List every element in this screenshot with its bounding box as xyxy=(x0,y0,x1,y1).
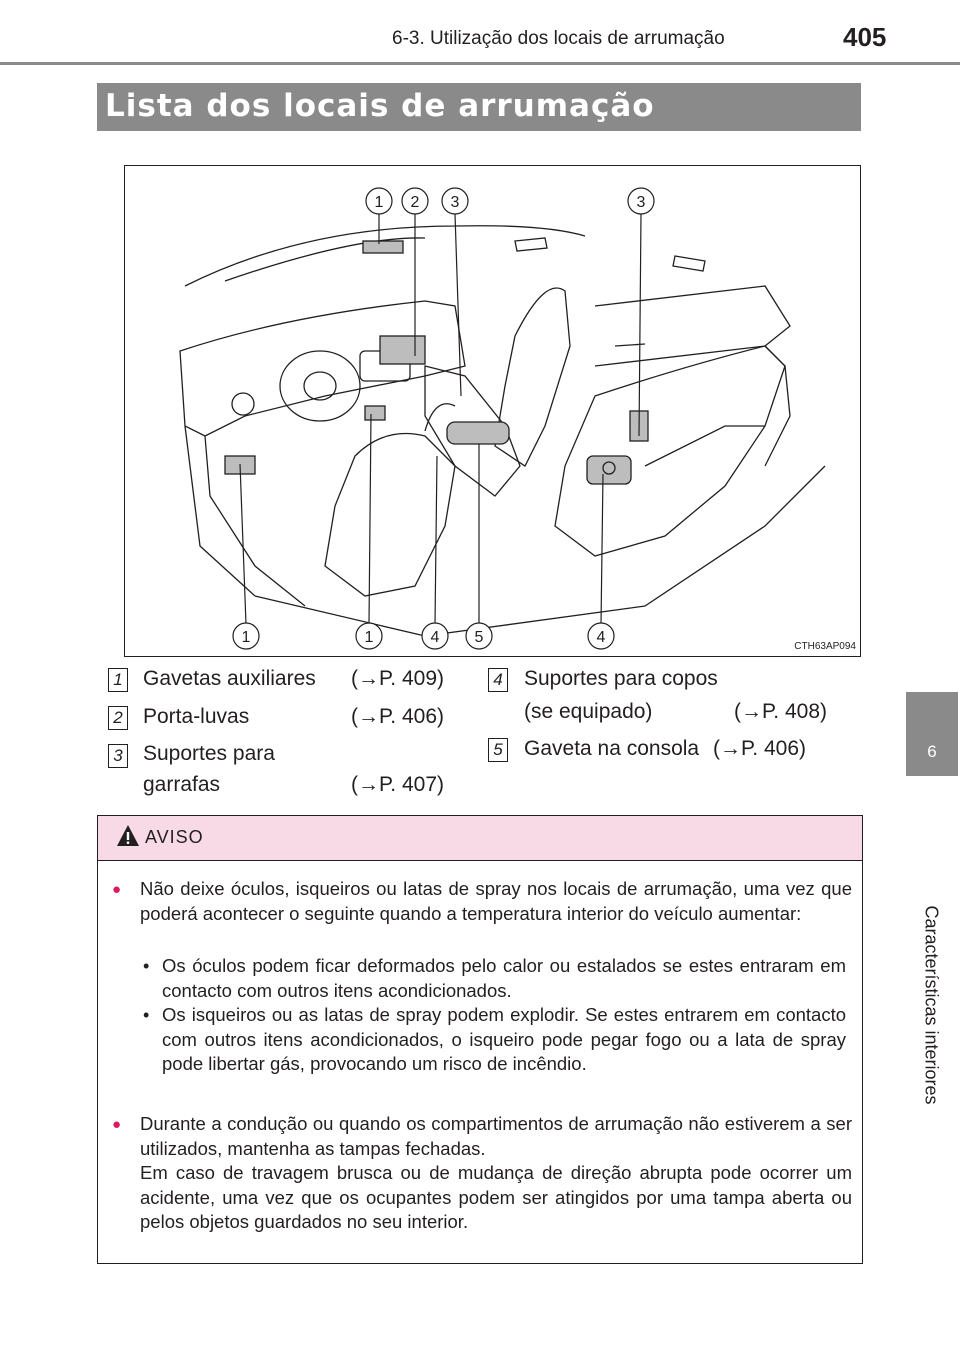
legend-label-cont: garrafas xyxy=(143,773,221,796)
legend-page-ref: (→P. 409) xyxy=(351,667,444,690)
page-title-bar xyxy=(97,83,861,131)
legend-label: Porta-luvas xyxy=(143,705,250,728)
figure-code: CTH63AP094 xyxy=(794,641,856,652)
warning-item-2-text: Durante a condução ou quando os compartimentos de arrumação não estiverem a ser utilizados, mantenha as tampas fechadas. xyxy=(140,1113,852,1159)
legend-page-ref: (→P. 408) xyxy=(734,700,827,723)
legend-page-ref: (→P. 406) xyxy=(351,705,444,728)
warning-box xyxy=(97,815,863,1264)
legend-label: Suportes para copos xyxy=(524,667,718,690)
callout-label: 3 xyxy=(450,194,460,211)
dashboard-outline xyxy=(180,301,465,436)
callout-label: 5 xyxy=(474,629,484,646)
sub-bullet-icon: • xyxy=(143,1005,150,1025)
air-vent xyxy=(232,393,254,415)
chapter-label: Características interiores xyxy=(921,905,942,1105)
legend-label: Gaveta na consola xyxy=(524,737,700,760)
legend-number: 2 xyxy=(108,706,128,730)
rear-door xyxy=(595,286,790,366)
rear-seat xyxy=(555,346,785,556)
rear-cup-holder xyxy=(587,456,631,484)
legend-label: Suportes para xyxy=(143,742,275,765)
legend-number: 4 xyxy=(488,668,508,692)
warning-sub-item-2: Os isqueiros ou as latas de spray podem explodir. Se estes entrarem em contacto com outros itens acondicionados, o isqueiro pode pegar fogo ou a lata de spray pode libertar gás, provocando um risco de incêndio. xyxy=(162,1004,846,1074)
callout-label: 1 xyxy=(374,194,384,211)
warning-triangle-icon xyxy=(116,824,140,848)
legend-number: 3 xyxy=(108,744,128,768)
legend-label-cont: (se equipado) xyxy=(524,700,653,723)
callout-label: 4 xyxy=(596,629,606,646)
sub-bullet-icon: • xyxy=(143,956,150,976)
legend-page-ref: (→P. 407) xyxy=(351,773,444,796)
callout-label: 3 xyxy=(636,194,646,211)
section-heading: 6-3. Utilização dos locais de arrumação xyxy=(392,28,725,49)
chapter-number: 6 xyxy=(927,742,937,761)
warning-bullet-icon: ● xyxy=(112,881,122,898)
car-interior-figure xyxy=(124,165,861,657)
header-rule xyxy=(0,62,960,65)
page-number: 405 xyxy=(843,22,887,52)
warning-item-1-text: Não deixe óculos, isqueiros ou latas de spray nos locais de arrumação, uma vez que poderá acontecer o seguinte quando a temperatura interior do veículo aumentar: xyxy=(140,878,852,924)
callout-label: 1 xyxy=(364,629,374,646)
warning-header xyxy=(98,816,862,861)
overhead-console xyxy=(363,241,403,253)
callout-label: 2 xyxy=(410,194,420,211)
chapter-tab xyxy=(906,692,958,776)
warning-bullet-icon: ● xyxy=(112,1116,122,1133)
legend-page-ref: (→P. 406) xyxy=(713,737,806,760)
legend-number: 1 xyxy=(108,668,128,692)
warning-item-2-text-cont: Em caso de travagem brusca ou de mudança de direção abrupta pode ocorrer um acidente, uma vez que os ocupantes podem ser atingidos por uma tampa aberta ou pelos objetos guardados no seu interior. xyxy=(140,1162,852,1232)
warning-sub-item-1: Os óculos podem ficar deformados pelo calor ou estalados se estes entraram em contacto com outros itens acondicionados. xyxy=(162,955,846,1001)
legend-label: Gavetas auxiliares xyxy=(143,667,316,690)
steering-wheel xyxy=(280,351,360,421)
console-box xyxy=(447,422,509,444)
glove-box xyxy=(380,336,425,364)
callout-label: 4 xyxy=(430,629,440,646)
windshield-outline xyxy=(185,226,585,286)
page-title: Lista dos locais de arrumação xyxy=(105,88,655,124)
warning-title: AVISO xyxy=(145,827,204,847)
legend-number: 5 xyxy=(488,738,508,762)
car-interior-illustration xyxy=(125,166,860,656)
callout-label: 1 xyxy=(241,629,251,646)
